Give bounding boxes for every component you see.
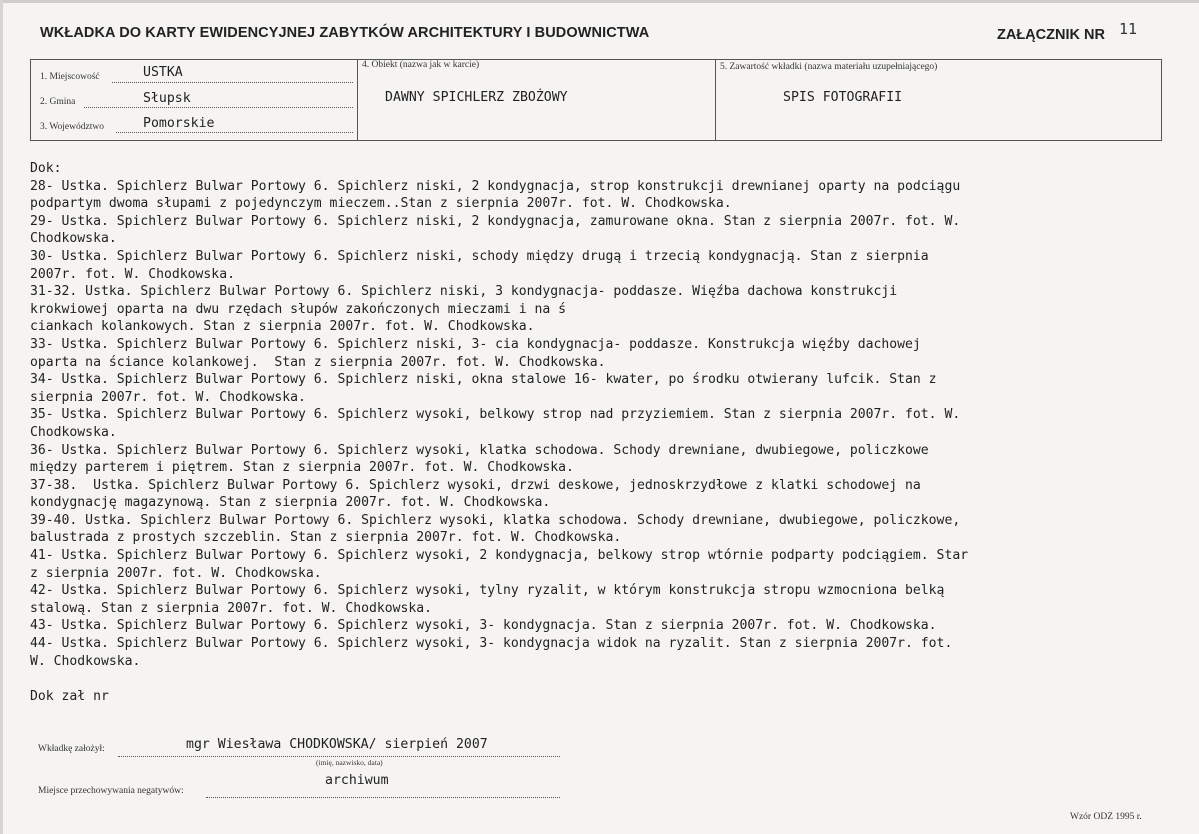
photo-list-line: sierpnia 2007r. fot. W. Chodkowska. <box>30 389 306 405</box>
photo-list-line: stalową. Stan z sierpnia 2007r. fot. W. Chodkowska. <box>30 600 433 616</box>
photo-list-line: W. Chodkowska. <box>30 653 141 669</box>
wojewodztwo-label: 3. Województwo <box>40 122 104 132</box>
zawartosc-value: SPIS FOTOGRAFII <box>783 90 903 105</box>
wojewodztwo-line <box>116 132 353 133</box>
photo-list-line: podpartym dwoma słupami z pojedynczym mieczem..Stan z sierpnia 2007r. fot. W. Chodkowska. <box>30 196 732 212</box>
zawartosc-label: 5. Zawartość wkładki (nazwa materiału uzupełniającego) <box>720 62 938 72</box>
zalozyl-line <box>118 756 560 757</box>
photo-list-line: 42- Ustka. Spichlerz Bulwar Portowy 6. Spichlerz wysoki, tylny ryzalit, w którym konstrukcja stropu wzmocniona belką <box>30 583 945 599</box>
photo-list-line: 39-40. Ustka. Spichlerz Bulwar Portowy 6. Spichlerz wysoki, klatka schodowa. Schody drewniane, dwubiegowe, policzkowe, <box>30 512 961 528</box>
photo-list-line: oparta na ściance kolankowej. Stan z sierpnia 2007r. fot. W. Chodkowska. <box>30 354 606 370</box>
photo-list-line: 44- Ustka. Spichlerz Bulwar Portowy 6. Spichlerz wysoki, 3- kondygnacja widok na ryzalit. Stan z sierpnia 2007r. fot. <box>30 636 953 652</box>
photo-list-line: Dok zał nr <box>30 688 109 704</box>
attachment-number: 11 <box>1119 20 1138 38</box>
gmina-label: 2. Gmina <box>40 97 76 107</box>
photo-list-line: 36- Ustka. Spichlerz Bulwar Portowy 6. Spichlerz wysoki, klatka schodowa. Schody drewniane, dwubiegowe, policzkowe <box>30 442 929 458</box>
photo-list-line: 28- Ustka. Spichlerz Bulwar Portowy 6. Spichlerz niski, 2 kondygnacja, strop konstrukcji drewnianej oparty na podciągu <box>30 178 961 194</box>
gmina-value: Słupsk <box>143 91 191 106</box>
photo-list-line: balustrada z prostych szczeblin. Stan z sierpnia 2007r. fot. W. Chodkowska. <box>30 530 622 546</box>
photo-list-line: 41- Ustka. Spichlerz Bulwar Portowy 6. Spichlerz wysoki, 2 kondygnacja, belkowy strop wtórnie podparty podciągiem. Star <box>30 548 969 564</box>
attachment-label: ZAŁĄCZNIK NR <box>997 27 1105 43</box>
photo-list-line: 34- Ustka. Spichlerz Bulwar Portowy 6. Spichlerz niski, okna stalowe 16- kwater, po środku otwierany lufcik. Stan z <box>30 372 937 388</box>
miejsce-line <box>206 797 560 798</box>
scan-edge-left <box>0 0 3 834</box>
gmina-line <box>84 107 353 108</box>
miejsce-value: archiwum <box>325 773 389 788</box>
obiekt-value: DAWNY SPICHLERZ ZBOŻOWY <box>385 90 568 105</box>
photo-list <box>30 160 1170 705</box>
miejsce-label: Miejsce przechowywania negatywów: <box>38 786 184 796</box>
miejscowosc-line <box>112 82 353 83</box>
photo-list-line: Chodkowska. <box>30 424 117 440</box>
photo-list-line: 43- Ustka. Spichlerz Bulwar Portowy 6. Spichlerz wysoki, 3- kondygnacja. Stan z sierpnia 2007r. fot. W. Chodkowska. <box>30 618 937 634</box>
photo-list-line: kondygnację magazynową. Stan z sierpnia 2007r. fot. W. Chodkowska. <box>30 495 551 511</box>
photo-list-line: 37-38. Ustka. Spichlerz Bulwar Portowy 6. Spichlerz wysoki, drzwi deskowe, jednoskrzydłowe z klatki schodowej na <box>30 477 921 493</box>
obiekt-label: 4. Obiekt (nazwa jak w karcie) <box>362 60 480 70</box>
form-title: WKŁADKA DO KARTY EWIDENCYJNEJ ZABYTKÓW ARCHITEKTURY I BUDOWNICTWA <box>40 25 650 41</box>
scan-edge-top <box>0 0 1199 3</box>
wojewodztwo-value: Pomorskie <box>143 116 215 131</box>
zalozyl-value: mgr Wiesława CHODKOWSKA/ sierpień 2007 <box>186 737 488 752</box>
photo-list-line: ciankach kolankowych. Stan z sierpnia 2007r. fot. W. Chodkowska. <box>30 319 535 335</box>
photo-list-line: Dok: <box>30 161 62 176</box>
zalozyl-hint: (imię, nazwisko, data) <box>316 758 383 767</box>
zalozyl-label: Wkładkę założył: <box>38 744 105 754</box>
photo-list-line: 33- Ustka. Spichlerz Bulwar Portowy 6. Spichlerz niski, 3- cia kondygnacja- poddasze. Konstrukcja więźby dachowej <box>30 336 921 352</box>
photo-list-line: 35- Ustka. Spichlerz Bulwar Portowy 6. Spichlerz wysoki, belkowy strop nad przyziemiem. Stan z sierpnia 2007r. fot. W. <box>30 407 961 423</box>
form-version: Wzór ODZ 1995 r. <box>1070 812 1142 822</box>
photo-list-line: z sierpnia 2007r. fot. W. Chodkowska. <box>30 565 322 581</box>
photo-list-line: 29- Ustka. Spichlerz Bulwar Portowy 6. Spichlerz niski, 2 kondygnacja, zamurowane okna. Stan z sierpnia 2007r. fot. W. <box>30 213 961 229</box>
miejscowosc-label: 1. Miejscowość <box>40 72 100 82</box>
miejscowosc-value: USTKA <box>143 65 183 80</box>
box-divider-1 <box>357 59 358 141</box>
photo-list-line: 31-32. Ustka. Spichlerz Bulwar Portowy 6. Spichlerz niski, 3 kondygnacja- poddasze. Więźba dachowa konstrukcji <box>30 284 898 300</box>
box-divider-2 <box>715 59 716 141</box>
photo-list-line: między parterem i piętrem. Stan z sierpnia 2007r. fot. W. Chodkowska. <box>30 460 574 476</box>
photo-list-line: 2007r. fot. W. Chodkowska. <box>30 266 235 282</box>
photo-list-line <box>30 670 1170 688</box>
photo-list-line: krokwiowej oparta na dwu rzędach słupów zakończonych mieczami i na ś <box>30 301 567 317</box>
photo-list-line: Chodkowska. <box>30 231 117 247</box>
photo-list-line: 30- Ustka. Spichlerz Bulwar Portowy 6. Spichlerz niski, schody między drugą i trzecią kondygnacją. Stan z sierpnia <box>30 248 929 264</box>
